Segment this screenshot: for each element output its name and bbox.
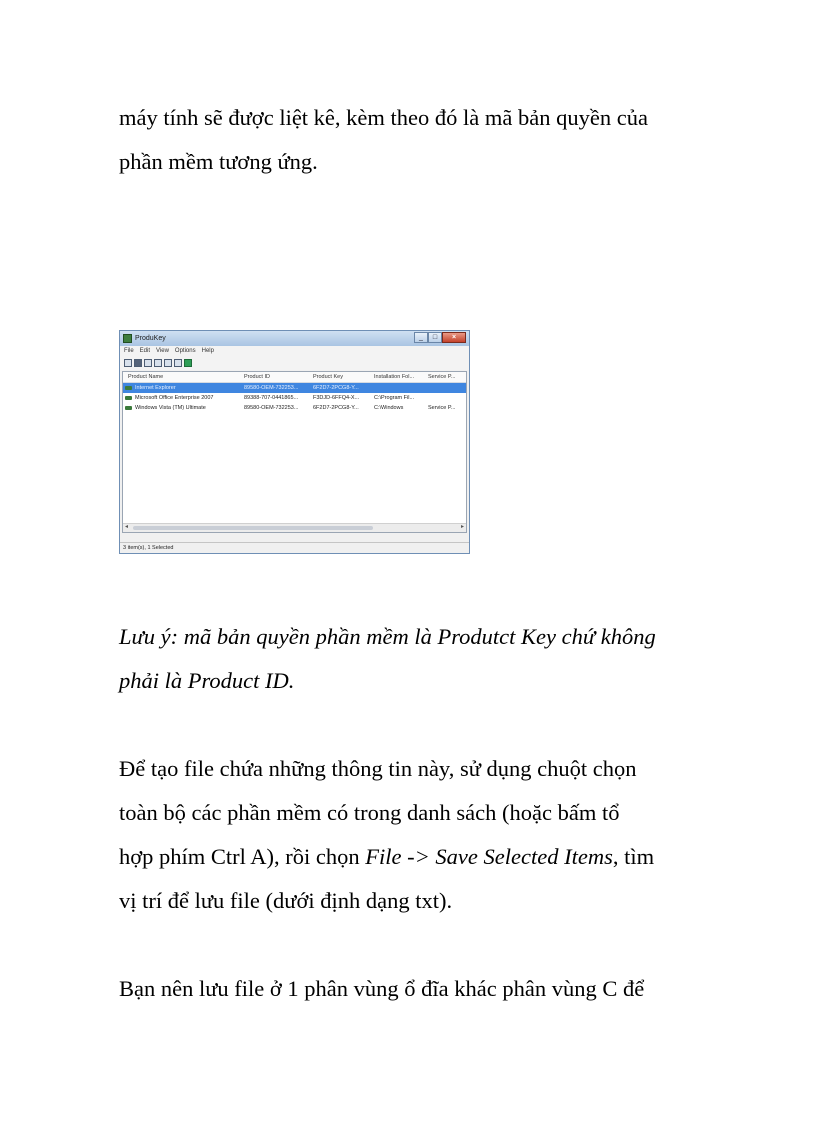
- window-titlebar: [120, 331, 469, 346]
- menu-bar: [120, 346, 469, 356]
- properties-icon[interactable]: [154, 359, 162, 367]
- exit-icon[interactable]: [184, 359, 192, 367]
- menu-view[interactable]: View: [156, 348, 169, 354]
- menu-edit[interactable]: Edit: [139, 348, 151, 354]
- note-paragraph: [119, 615, 719, 703]
- instructions-paragraph: [119, 747, 719, 923]
- minimize-icon[interactable]: _: [414, 332, 428, 343]
- note-line-1: Lưu ý: mã bản quyền phần mềm là Produtct Key chứ không: [119, 624, 656, 649]
- window-title: ProduKey: [135, 335, 166, 342]
- status-bar: 3 item(s), 1 Selected: [120, 542, 469, 553]
- maximize-icon[interactable]: □: [428, 332, 442, 343]
- product-list[interactable]: [122, 371, 467, 533]
- column-product-key[interactable]: Product Key: [313, 374, 343, 380]
- row-install-folder: C:\Windows: [374, 405, 404, 411]
- row-product-id: 89580-OEM-732253...: [244, 405, 299, 411]
- find-icon[interactable]: [164, 359, 172, 367]
- save-icon[interactable]: [134, 359, 142, 367]
- table-row[interactable]: [123, 403, 466, 413]
- row-product-id: 89580-OEM-732253...: [244, 385, 299, 391]
- row-product-name: Windows Vista (TM) Ultimate: [135, 405, 206, 411]
- toolbar: [120, 356, 469, 370]
- row-product-key: 6F2D7-2PCG8-Y...: [313, 385, 359, 391]
- advice-paragraph: [119, 967, 719, 1011]
- table-row[interactable]: [123, 393, 466, 403]
- menu-file[interactable]: File: [124, 348, 134, 354]
- menu-path-text: File -> Save Selected Items: [365, 844, 613, 869]
- instructions-line-4: vị trí để lưu file (dưới định dạng txt).: [119, 888, 453, 913]
- scroll-left-icon[interactable]: ◂: [125, 524, 129, 530]
- list-header: [123, 372, 466, 383]
- key-icon: [123, 334, 132, 343]
- column-product-name[interactable]: Product Name: [128, 374, 164, 380]
- row-service-pack: Service P...: [428, 405, 456, 411]
- table-row[interactable]: [123, 383, 466, 393]
- column-product-id[interactable]: Product ID: [244, 374, 270, 380]
- scroll-thumb[interactable]: [133, 526, 373, 530]
- window-controls: [414, 332, 466, 343]
- intro-line-2: phần mềm tương ứng.: [119, 149, 318, 174]
- new-icon[interactable]: [124, 359, 132, 367]
- row-product-name: Internet Explorer: [135, 385, 176, 391]
- scroll-right-icon[interactable]: ▸: [460, 524, 464, 530]
- key-icon: [125, 386, 132, 390]
- advice-line-1: Bạn nên lưu file ở 1 phân vùng ổ đĩa khác phân vùng C để: [119, 976, 645, 1001]
- refresh-icon[interactable]: [174, 359, 182, 367]
- intro-line-1: máy tính sẽ được liệt kê, kèm theo đó là mã bản quyền của: [119, 105, 648, 130]
- menu-help[interactable]: Help: [201, 348, 214, 354]
- intro-paragraph: [119, 96, 719, 184]
- row-product-key: 6F2D7-2PCG8-Y...: [313, 405, 359, 411]
- instructions-line-3-end: , tìm: [612, 844, 655, 869]
- close-icon[interactable]: ×: [442, 332, 466, 343]
- row-product-id: 89388-707-0441865...: [244, 395, 299, 401]
- row-product-key: F3DJD-6FFQ4-X...: [313, 395, 360, 401]
- copy-icon[interactable]: [144, 359, 152, 367]
- produkey-screenshot: [119, 330, 470, 554]
- instructions-line-1: Để tạo file chứa những thông tin này, sử dụng chuột chọn: [119, 756, 637, 781]
- instructions-line-2: toàn bộ các phần mềm có trong danh sách (hoặc bấm tổ: [119, 800, 620, 825]
- row-install-folder: C:\Program Fil...: [374, 395, 415, 401]
- row-product-name: Microsoft Office Enterprise 2007: [135, 395, 214, 401]
- column-install-folder[interactable]: Installation Fol...: [374, 374, 415, 380]
- key-icon: [125, 406, 132, 410]
- menu-options[interactable]: Options: [174, 348, 196, 354]
- instructions-line-3-start: hợp phím Ctrl A), rồi chọn: [119, 844, 366, 869]
- key-icon: [125, 396, 132, 400]
- horizontal-scrollbar[interactable]: [123, 523, 466, 532]
- instructions-line-3: [119, 835, 719, 879]
- note-line-2: phải là Product ID.: [119, 668, 295, 693]
- column-service-pack[interactable]: Service P...: [428, 374, 456, 380]
